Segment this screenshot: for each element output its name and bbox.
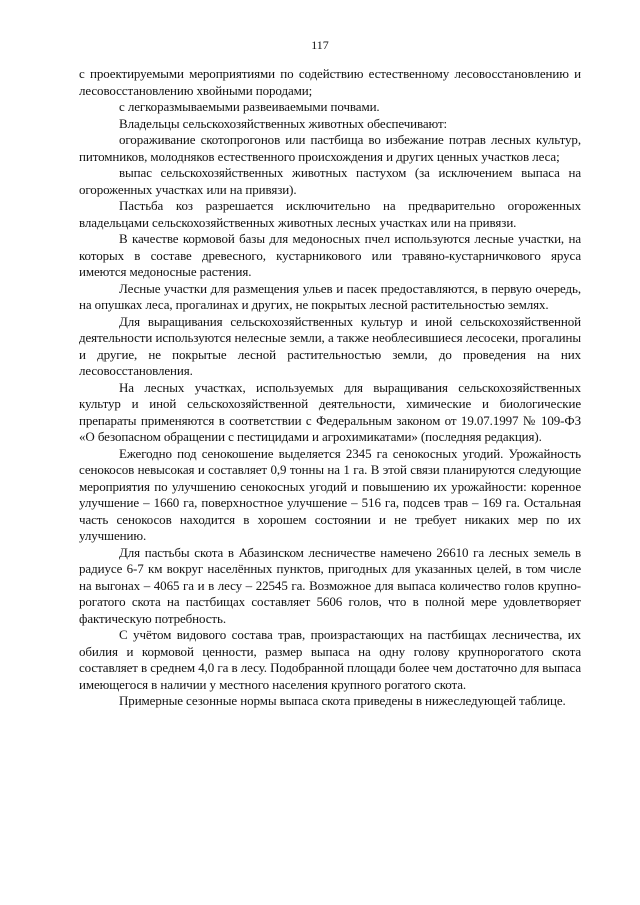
- document-body: [79, 66, 581, 710]
- paragraph-bees-forage: В качестве кормовой базы для медоносных пчел используются лесные участки, на которых в составе древесного, кустарникового или травяно-кустарничкового яруса имеются медоносные растения.: [79, 231, 581, 279]
- paragraph-apiaries: Лесные участки для размещения ульев и пасек предоставляются, в первую очередь, на опушках леса, прогалинах и других, не покрытых лесной растительностью землях.: [79, 280, 581, 312]
- page-number: 117: [311, 38, 329, 52]
- paragraph-continuation: с проектируемыми мероприятиями по содействию естественному лесовосстановлению и лесовосстановлению хвойными породами;: [79, 66, 581, 98]
- paragraph-table-reference: Примерные сезонные нормы выпаса скота приведены в нижеследующей таблице.: [119, 693, 566, 708]
- paragraph-fencing: огораживание скотопрогонов или пастбища во избежание потрав лесных культур, питомников, молодняков естественного происхождения и других ценных участков леса;: [79, 132, 581, 164]
- paragraph-goats: Пастьба коз разрешается исключительно на предварительно огороженных владельцами сельскохозяйственных животных лесных участках или на привязи.: [79, 198, 581, 230]
- paragraph-chemicals: На лесных участках, используемых для выращивания сельскохозяйственных культур и иной сельскохозяйственной деятельности, химические и биологические препараты применяются в соответствии с Федеральным законом от 19.07.1997 № 109-ФЗ «О безопасном обращении с пестицидами и агрохимикатами» (последняя редакция).: [79, 379, 581, 444]
- paragraph-haymaking: Ежегодно под сенокошение выделяется 2345 га сенокосных угодий. Урожайность сенокосов невысокая и составляет 0,9 тонны на 1 га. В этой связи планируются следующие мероприятия по улучшению сенокосных угодий и повышению их урожайности: коренное улучшение – 1660 га, поверхностное улучшение – 516 га, подсев трав – 169 га. Остальная часть сенокосов находится в хорошем состоянии и не требует никаких мер по их улучшению.: [79, 445, 581, 543]
- paragraph-herding: выпас сельскохозяйственных животных пастухом (за исключением выпаса на огороженных участках или на привязи).: [79, 165, 581, 197]
- paragraph-erodible-soils: с легкоразмываемыми развеиваемыми почвами.: [119, 99, 380, 114]
- paragraph-crops-lands: Для выращивания сельскохозяйственных культур и иной сельскохозяйственной деятельности используются нелесные земли, а также необлесившиеся лесосеки, прогалины и другие, не покрытые лесной растительностью земли, до проведения на них лесовосстановления.: [79, 313, 581, 378]
- paragraph-grazing-norm: С учётом видового состава трав, произрастающих на пастбищах лесничества, их обилия и кормовой ценности, размер выпаса на одну голову крупнорогатого скота составляет в среднем 4,0 га в лесу. Подобранной площади более чем достаточно для выпаса имеющегося в наличии у местного населения крупного рогатого скота.: [79, 627, 581, 692]
- paragraph-grazing-area: Для пастьбы скота в Абазинском лесничестве намечено 26610 га лесных земель в радиусе 6-7 км вокруг населённых пунктов, пригодных для указанных целей, в том числе на выгонах – 4065 га и в лесу – 22545 га. Возможное для выпаса количество голов крупно-рогатого скота на пастбищах составляет 5606 голов, что в полной мере удовлетворяет фактическую потребность.: [79, 544, 581, 626]
- paragraph-owners-provide: Владельцы сельскохозяйственных животных обеспечивают:: [119, 115, 448, 131]
